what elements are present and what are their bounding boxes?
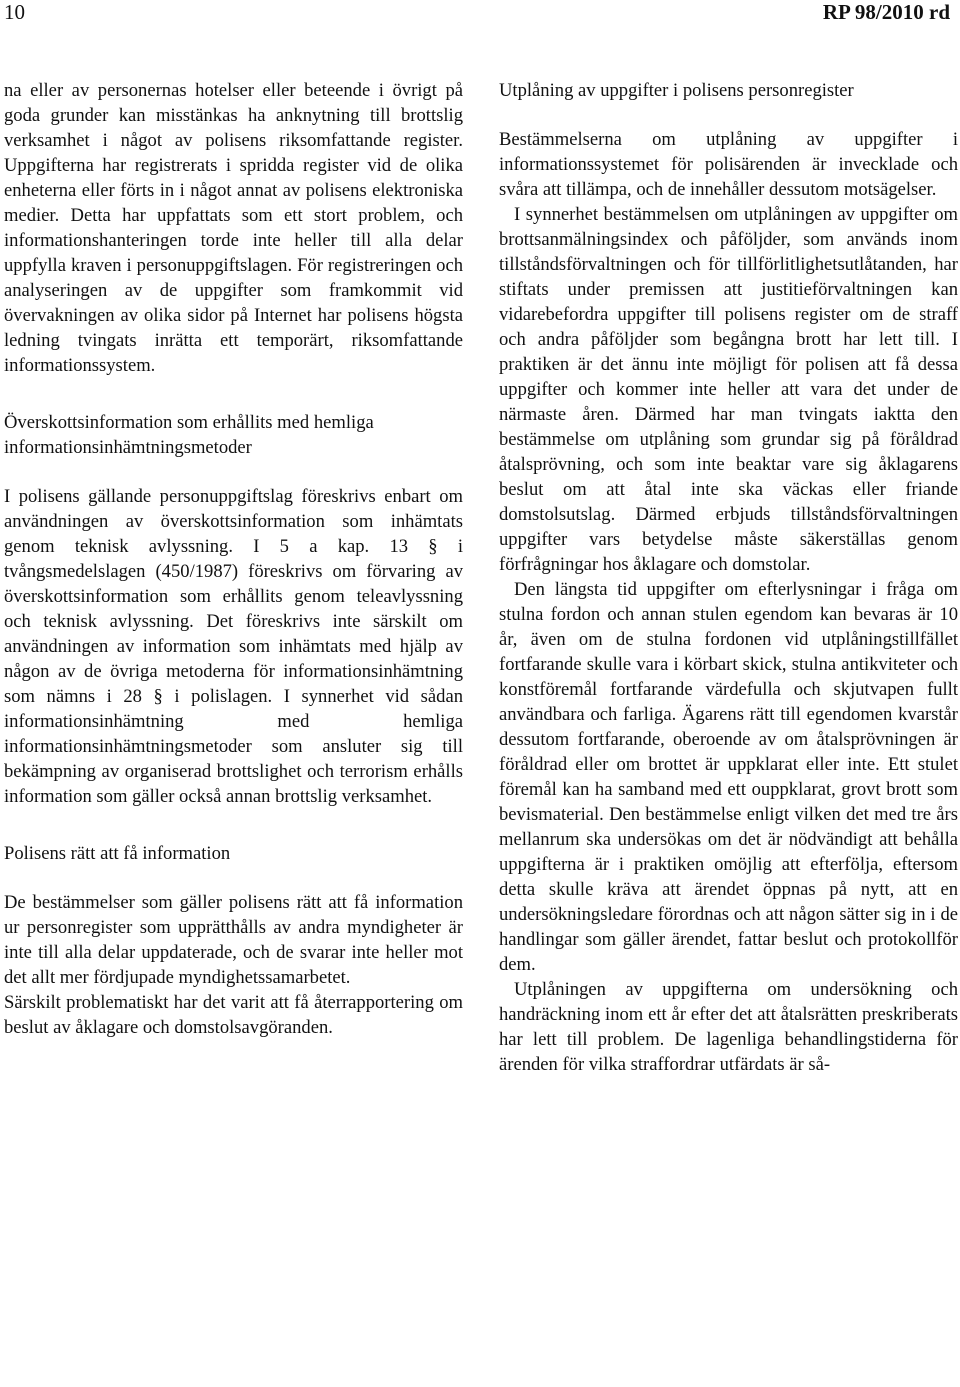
paragraph: De bestämmelser som gäller polisens rätt att få information ur personregister som upprätthålls av andra myndigheter är inte till alla delar uppdaterade, och de svarar inte heller mot det allt mer fördjupade myndighetssamarbetet. bbox=[4, 892, 463, 988]
paragraph: na eller av personernas hotelser eller beteende i övrigt på goda grunder kan misstänkas ha anknytning till brottslig verksamhet i något av polisens riksomfattande register. Uppgifterna har registrerats i spridda register vid de olika enheterna eller förts in i något annat av polisens elektroniska medier. Detta har uppfattats som ett stort problem, och informationshanteringen torde inte heller till alla delar uppfylla kraven i personuppgiftslagen. För registreringen och analyseringen av de uppgifter som framkommit vid övervakningen av olika sidor på Internet har polisens högsta ledning tvingats inrätta ett temporärt, riksomfattande informationssystem. bbox=[4, 80, 463, 376]
paragraph: Utplåningen av uppgifterna om undersökning och handräckning inom ett år efter det att åtalsrätten preskriberats har lett till problem. De lagenliga behandlingstiderna för ärenden för vilka straffordrar utfärdats är så- bbox=[499, 979, 958, 1075]
left-column bbox=[4, 78, 463, 1040]
page-number: 10 bbox=[4, 0, 25, 24]
section-heading: Polisens rätt att få information bbox=[4, 843, 231, 864]
section-heading: Utplåning av uppgifter i polisens personregister bbox=[499, 80, 854, 101]
page-header bbox=[0, 0, 960, 30]
paragraph: Den längsta tid uppgifter om efterlysningar i fråga om stulna fordon och annan stulen egendom kan bevaras är 10 år, även om de stulna fordonen vid utplåningstillfället fortfarande skulle vara i körbart skick, stulna antikviteter och konstföremål fortfarande värdefulla och skjutvapen fullt användbara och farliga. Ägarens rätt till egendomen kvarstår dessutom fortfarande, oberoende av om åtalsprövningen är föråldrad eller om brottet är uppklarat eller inte. Ett stulet föremål kan ha samband med ett ouppklarat, grovt brott som bevismaterial. Den bestämmelse enligt vilken det med tre års mellanrum ska undersökas om det är nödvändigt att behålla uppgifterna är i praktiken omöjlig att efterfölja, eftersom detta skulle kräva att ärendet öppnas på nytt, att en undersökningsledare förordnas och att någon sätter sig in i de handlingar som gäller ärendet, fattar beslut och protokollför dem. bbox=[499, 579, 958, 975]
paragraph: I synnerhet bestämmelsen om utplåningen av uppgifter om brottsanmälningsindex och påföljder, som används inom tillståndsförvaltningen och för tillförlitlighetsutlåtanden, har stiftats under premissen att justitieförvaltningen kan vidarebefordra uppgifter till polisens register om de straff och andra påföljder som begångna brott har lett till. I praktiken är det ännu inte möjligt för polisen att få dessa uppgifter och kommer inte heller att vara det under de närmaste åren. Därmed har man tvingats iaktta den bestämmelse om utplåning som grundar sig på föråldrad åtalsprövning, och som inte beaktar vare sig åklagarens beslut om att åtal inte ska väckas eller friande domstolsutslag. Därmed erbjuds tillståndsförvaltningen uppgifter vars betydelse måste säkerställas genom förfrågningar hos åklagare och domstolar. bbox=[499, 204, 958, 575]
right-column bbox=[499, 78, 958, 1077]
paragraph: Särskilt problematiskt har det varit att få återrapportering om beslut av åklagare och domstolsavgöranden. bbox=[4, 992, 463, 1038]
paragraph: Bestämmelserna om utplåning av uppgifter i informationssystemet för polisärenden är invecklade och svåra att tillämpa, och de innehåller dessutom motsägelser. bbox=[499, 129, 958, 200]
section-heading: Överskottsinformation som erhållits med hemliga informationsinhämtningsmetoder bbox=[4, 412, 374, 458]
paragraph: I polisens gällande personuppgiftslag föreskrivs enbart om användningen av överskottsinformation som inhämtats genom teknisk avlyssning. I 5 a kap. 13 § i tvångsmedelslagen (450/1987) föreskrivs om förvaring av överskottsinformation som erhållits genom teleavlyssning och teknisk avlyssning. Det föreskrivs inte särskilt om användningen av information som inhämtats med hjälp av någon av de övriga metoderna för informationsinhämtning som nämns i 28 § i polislagen. I synnerhet vid sådan informationsinhämtning med hemliga informationsinhämtningsmetoder som ansluter sig till bekämpning av organiserad brottslighet och terrorism erhålls information som gäller också annan brottslig verksamhet. bbox=[4, 486, 463, 807]
document-reference: RP 98/2010 rd bbox=[822, 0, 950, 24]
